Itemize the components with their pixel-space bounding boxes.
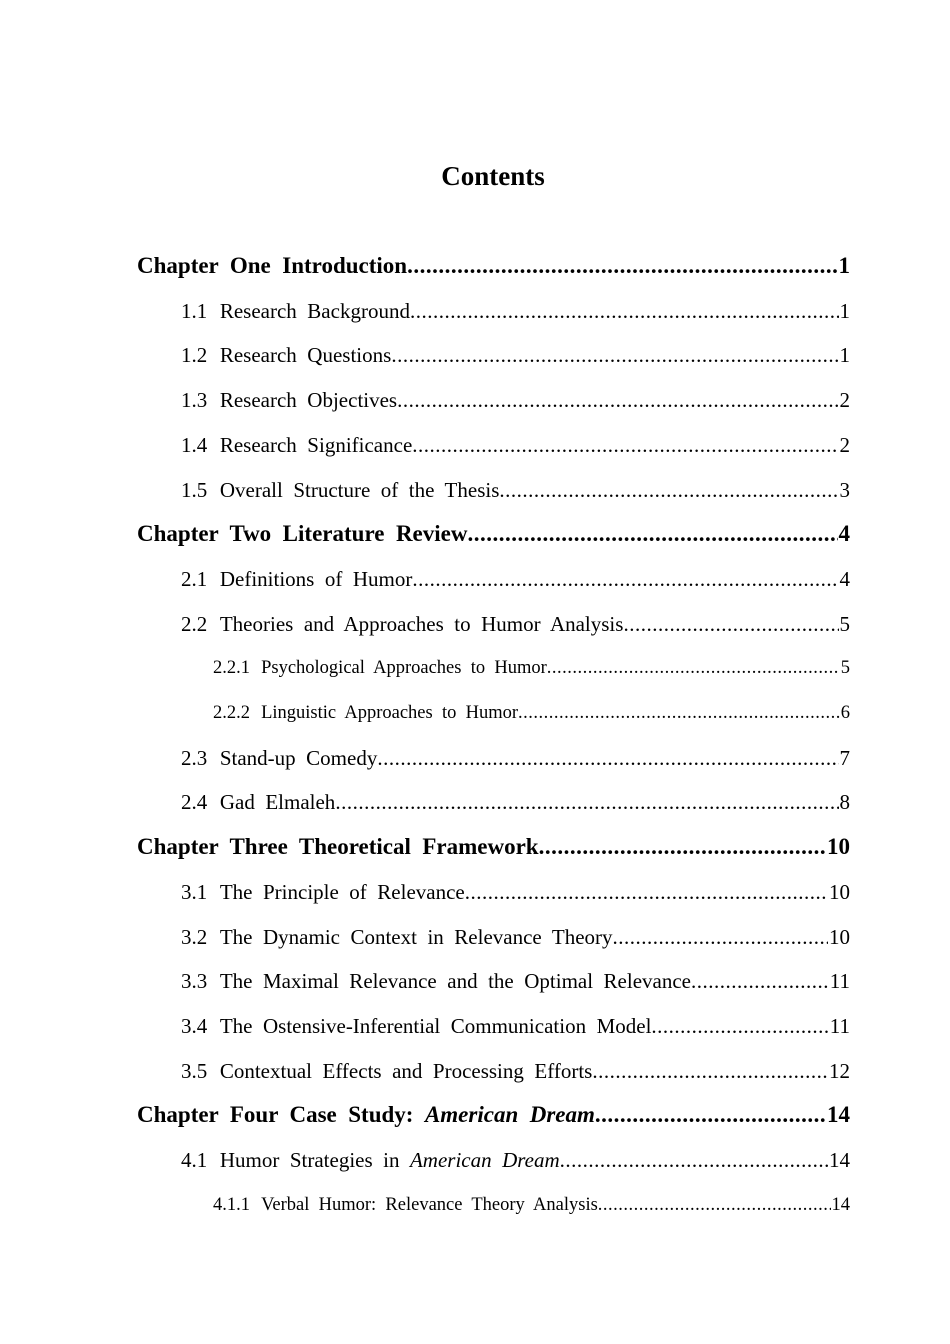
toc-entry-number: 2.3 — [181, 745, 208, 770]
toc-entry-title-part: Verbal Humor: Relevance Theory Analysis — [261, 1194, 598, 1215]
toc-entry-title-part: Research Background — [219, 298, 410, 323]
toc-entry-title — [137, 825, 539, 869]
toc-section-entry[interactable] — [181, 915, 850, 959]
toc-section-entry[interactable] — [181, 1049, 850, 1093]
toc-entry-title — [137, 512, 467, 556]
toc-entry-title — [220, 423, 412, 467]
toc-entry-title — [261, 691, 518, 735]
toc-entry-title — [261, 646, 547, 690]
toc-entry-title — [220, 333, 391, 377]
toc-subsection-entry[interactable] — [213, 1183, 850, 1227]
dot-leader — [397, 378, 838, 422]
toc-entry-number: 2.1 — [181, 566, 208, 591]
toc-section-entry[interactable] — [181, 602, 850, 646]
toc-page-number: 5 — [840, 658, 850, 679]
toc-entry-title — [220, 557, 412, 601]
toc-chapter-entry[interactable] — [137, 825, 850, 869]
toc-entry-title-part: American Dream — [424, 1102, 595, 1128]
toc-entry-number: 1.5 — [181, 477, 208, 502]
toc-page-number: 4 — [839, 566, 850, 591]
dot-leader — [465, 870, 828, 914]
toc-entry-number: 4.1 — [181, 1148, 208, 1172]
dot-leader — [335, 780, 838, 824]
toc-page-number: 6 — [840, 703, 850, 723]
toc-entry-title — [220, 378, 397, 422]
toc-section-entry[interactable] — [181, 289, 850, 333]
toc-entry-title — [220, 468, 500, 512]
toc-entry-number: 3.2 — [181, 924, 208, 949]
toc-page-number: 11 — [829, 969, 850, 994]
toc-entry-number: 2.2 — [181, 611, 208, 636]
toc-section-entry[interactable] — [181, 378, 850, 422]
dot-leader — [592, 1049, 828, 1093]
toc-entry-title-part: Chapter One Introduction — [137, 253, 408, 278]
toc-entry-title-part: The Ostensive-Inferential Communication Model — [219, 1013, 652, 1038]
toc-entry-title-part: Humor Strategies in — [219, 1148, 410, 1172]
toc-page-number: 2 — [839, 388, 850, 413]
dot-leader — [598, 1183, 831, 1227]
toc-entry-title — [220, 870, 465, 914]
toc-entry-title-part: Psychological Approaches to Humor — [261, 658, 547, 679]
toc-page-number: 11 — [829, 1013, 850, 1038]
toc-entry-number: 2.2.2 — [213, 703, 250, 723]
toc-entry-title-part: Stand-up Comedy — [219, 745, 378, 770]
dot-leader — [518, 691, 840, 735]
dot-leader — [613, 915, 828, 959]
toc-section-entry[interactable] — [181, 423, 850, 467]
toc-page-number: 10 — [829, 924, 850, 949]
toc-entry-title-part: Research Significance — [219, 432, 413, 457]
toc-entry-title-part: Chapter Two Literature Review — [137, 521, 468, 547]
toc-subsection-entry[interactable] — [213, 691, 850, 735]
toc-page-number: 8 — [839, 790, 850, 815]
toc-entry-title-part: Research Questions — [219, 343, 392, 368]
toc-section-entry[interactable] — [181, 959, 850, 1003]
dot-leader — [499, 468, 838, 512]
toc-entry-number: 2.2.1 — [213, 658, 250, 679]
toc-entry-number: 3.3 — [181, 969, 208, 994]
toc-entry-title-part: Contextual Effects and Processing Efforts — [219, 1058, 593, 1083]
toc-entry-title-part: Gad Elmaleh — [219, 790, 336, 815]
dot-leader — [623, 602, 838, 646]
toc-entry-title — [220, 289, 410, 333]
toc-entry-number: 3.1 — [181, 879, 208, 904]
toc-page-number: 10 — [827, 834, 850, 860]
toc-entry-title — [220, 915, 613, 959]
toc-page-number: 1 — [839, 298, 850, 323]
toc-chapter-entry[interactable] — [137, 512, 850, 556]
toc-entry-title — [137, 244, 407, 288]
toc-chapter-entry[interactable] — [137, 244, 850, 288]
dot-leader — [391, 333, 838, 377]
toc-entry-title-part: The Maximal Relevance and the Optimal Relevance — [219, 969, 692, 994]
toc-chapter-entry[interactable] — [137, 1093, 850, 1137]
dot-leader — [410, 289, 839, 333]
dot-leader — [595, 1093, 826, 1137]
dot-leader — [377, 736, 838, 780]
dot-leader — [547, 646, 840, 690]
toc-section-entry[interactable] — [181, 468, 850, 512]
dot-leader — [467, 512, 837, 556]
toc-page-number: 7 — [839, 745, 850, 770]
toc-entry-number: 1.3 — [181, 388, 208, 413]
dot-leader — [560, 1138, 828, 1182]
toc-entry-number: 1.1 — [181, 298, 208, 323]
toc-entry-title-part: The Principle of Relevance — [219, 879, 465, 904]
dot-leader — [691, 959, 829, 1003]
toc-entry-title — [220, 736, 378, 780]
toc-section-entry[interactable] — [181, 557, 850, 601]
toc-page-number: 5 — [839, 611, 850, 636]
toc-entry-title — [220, 1004, 652, 1048]
toc-page-number: 14 — [831, 1194, 850, 1215]
toc-section-entry[interactable] — [181, 1004, 850, 1048]
toc-page-number: 4 — [838, 521, 850, 547]
toc-entry-number: 1.4 — [181, 432, 208, 457]
toc-entry-number: 2.4 — [181, 790, 208, 815]
toc-entry-title-part: Definitions of Humor — [219, 566, 413, 591]
toc-entry-title — [261, 1183, 598, 1227]
toc-page-number: 1 — [838, 253, 850, 278]
toc-section-entry[interactable] — [181, 870, 850, 914]
toc-entry-title-part: The Dynamic Context in Relevance Theory — [219, 924, 613, 949]
dot-leader — [407, 244, 837, 288]
toc-entry-title — [220, 602, 624, 646]
dot-leader — [412, 557, 838, 601]
toc-entry-title — [220, 1049, 592, 1093]
toc-entry-title-part: Overall Structure of the Thesis — [219, 477, 500, 502]
toc-page-number: 2 — [839, 432, 850, 457]
toc-page-number: 14 — [829, 1148, 850, 1172]
toc-page-number: 1 — [839, 343, 850, 368]
toc-entry-title — [220, 959, 691, 1003]
toc-section-entry[interactable] — [181, 780, 850, 824]
toc-page-number: 3 — [839, 477, 850, 502]
toc-page-number: 12 — [829, 1058, 850, 1083]
toc-subsection-entry[interactable] — [213, 646, 850, 690]
toc-page-number: 14 — [827, 1102, 850, 1128]
toc-entry-number: 1.2 — [181, 343, 208, 368]
toc-entry-title-part: Research Objectives — [219, 388, 398, 413]
dot-leader — [412, 423, 838, 467]
dot-leader — [539, 825, 826, 869]
toc-entry-title-part: Chapter Four Case Study: — [137, 1102, 425, 1128]
toc-entry-title — [137, 1093, 595, 1137]
toc-entry-title-part: American Dream — [409, 1148, 560, 1172]
toc-section-entry[interactable] — [181, 1138, 850, 1182]
toc-entry-number: 4.1.1 — [213, 1194, 250, 1215]
toc-entry-title — [220, 1138, 560, 1182]
toc-entry-number: 3.5 — [181, 1058, 208, 1083]
toc-section-entry[interactable] — [181, 736, 850, 780]
toc-entry-title — [220, 780, 335, 824]
toc-section-entry[interactable] — [181, 333, 850, 377]
toc-entry-title-part: Chapter Three Theoretical Framework — [137, 834, 539, 860]
toc-entry-title-part: Linguistic Approaches to Humor — [261, 703, 518, 723]
dot-leader — [651, 1004, 828, 1048]
toc-page-number: 10 — [829, 879, 850, 904]
toc-entry-number: 3.4 — [181, 1013, 208, 1038]
toc-entry-title-part: Theories and Approaches to Humor Analysis — [219, 611, 624, 636]
page-title: Contents — [441, 161, 545, 191]
